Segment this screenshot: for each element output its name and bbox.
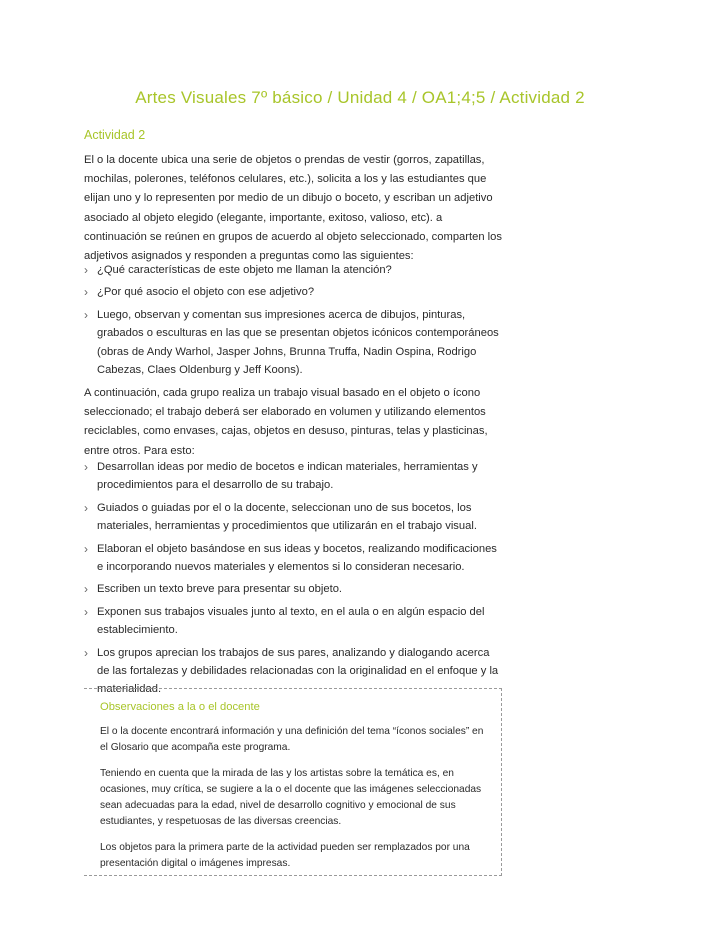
question-item: › Luego, observan y comentan sus impresiones acerca de dibujos, pinturas, grabados o esculturas en las que se presentan objetos icónicos contemporáneos (obras de Andy Warhol, Jasper Johns, Brunna Truffa, Nadin Ospina, Rodrigo Cabezas, Claes Oldenburg y Jeff Koons). bbox=[84, 306, 504, 380]
step-item: › Desarrollan ideas por medio de bocetos e indican materiales, herramientas y procedimientos para el desarrollo de su trabajo. bbox=[84, 458, 504, 495]
step-item: › Elaboran el objeto basándose en sus ideas y bocetos, realizando modificaciones e incorporando nuevos materiales y elementos si lo consideran necesario. bbox=[84, 540, 504, 577]
page-title: Artes Visuales 7º básico / Unidad 4 / OA1;4;5 / Actividad 2 bbox=[135, 88, 585, 107]
observations-box bbox=[84, 688, 502, 876]
step-item: › Guiados o guiadas por el o la docente, seleccionan uno de sus bocetos, los materiales, herramientas y procedimientos que utilizarán en el trabajo visual. bbox=[84, 499, 504, 536]
observation-paragraph: El o la docente encontrará información y una definición del tema “íconos sociales” en el Glosario que acompaña este programa. bbox=[100, 726, 484, 754]
observation-paragraph: Teniendo en cuenta que la mirada de las y los artistas sobre la temática es, en ocasiones, muy crítica, se sugiere a la o el docente que las imágenes seleccionadas sean adecuadas para la edad, nivel de desarrollo cognitivo y emocional de sus estudiantes, y respetuosas de las diversas creencias. bbox=[100, 767, 482, 828]
step-item: › Escriben un texto breve para presentar su objeto. bbox=[84, 580, 504, 598]
step-item: › Los grupos aprecian los trabajos de sus pares, analizando y dialogando acerca de las fortalezas y debilidades relacionadas con la originalidad en el enfoque y la materialidad. bbox=[84, 644, 504, 699]
observation-paragraph: Los objetos para la primera parte de la actividad pueden ser remplazados por una presentación digital o imágenes impresas. bbox=[100, 841, 470, 870]
activity-intro: El o la docente ubica una serie de objetos o prendas de vestir (gorros, zapatillas, mochilas, polerones, teléfonos celulares, etc.), solicita a los y las estudiantes que elijan uno y lo representen por medio de un dibujo o boceto, y escriban un adjetivo asociado al objeto elegido (elegante, importante, exitoso, valioso, etc). a continuación se reúnen en grupos de acuerdo al objeto seleccionado, comparten los adjetivos asignados y responden a preguntas como las siguientes: bbox=[84, 154, 502, 263]
activity-subtitle: Actividad 2 bbox=[84, 128, 146, 142]
question-item: › ¿Qué características de este objeto me llaman la atención? bbox=[84, 261, 504, 279]
observations-title: Observaciones a la o el docente bbox=[100, 701, 260, 713]
question-list bbox=[84, 261, 504, 383]
activity-paragraph-2: A continuación, cada grupo realiza un trabajo visual basado en el objeto o ícono seleccionado; el trabajo deberá ser elaborado en volumen y utilizando elementos reciclables, como envases, cajas, objetos en desuso, pinturas, telas y plasticinas, entre otros. Para esto: bbox=[84, 387, 488, 457]
steps-list bbox=[84, 458, 504, 703]
step-item: › Exponen sus trabajos visuales junto al texto, en el aula o en algún espacio del establecimiento. bbox=[84, 603, 504, 640]
question-item: › ¿Por qué asocio el objeto con ese adjetivo? bbox=[84, 283, 504, 301]
